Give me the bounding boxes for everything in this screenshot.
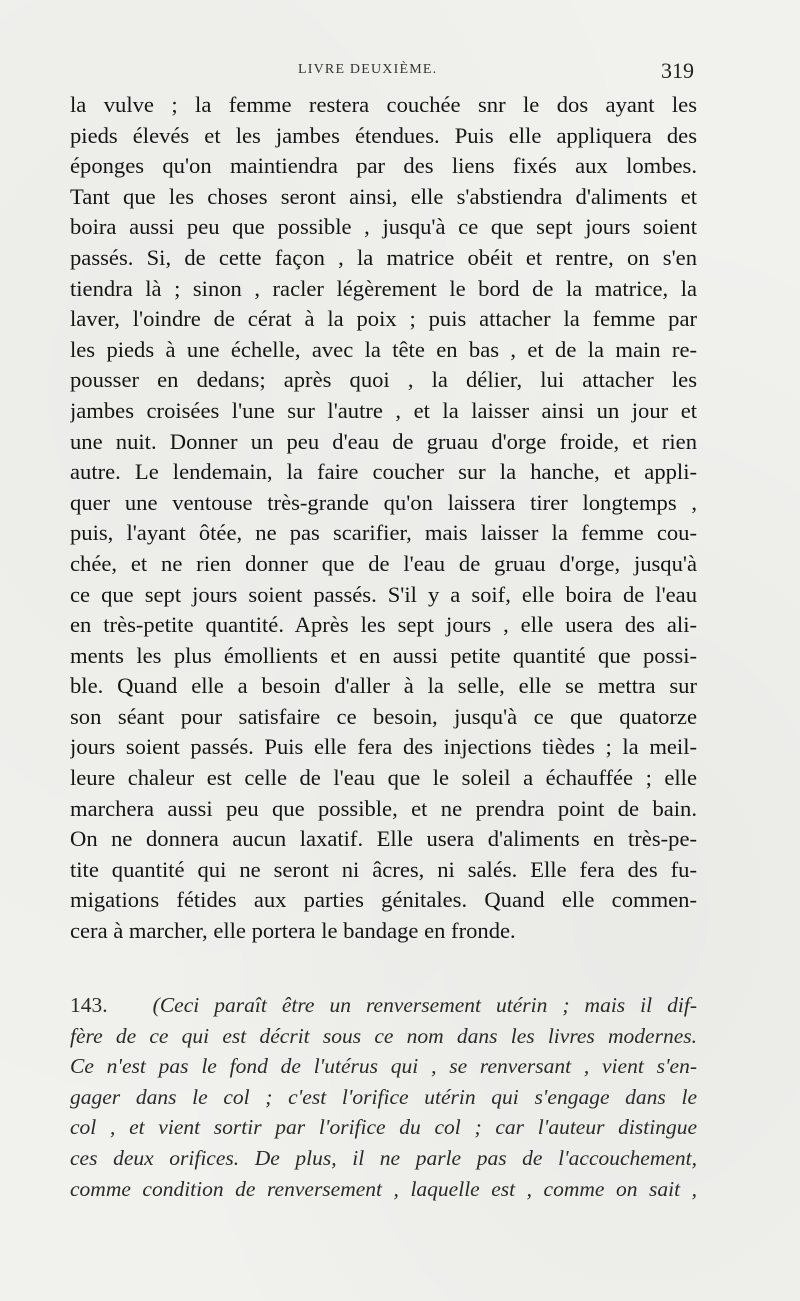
text-line: une nuit. Donner un peu d'eau de gruau d'orge froide, et rien [70,428,697,454]
text-line: Tant que les choses seront ainsi, elle s'abstiendra d'aliments et [70,183,697,209]
text-line: puis, l'ayant ôtée, ne pas scarifier, mais laisser la femme cou- [70,520,697,546]
note-line: gager dans le col ; c'est l'orifice utérin qui s'engage dans le [70,1084,697,1109]
note-line: fère de ce qui est décrit sous ce nom dans les livres modernes. [70,1023,697,1048]
text-line: pousser en dedans; après quoi , la délier, lui attacher les [70,367,697,393]
text-line: laver, l'oindre de cérat à la poix ; puis attacher la femme par [70,306,697,332]
note-line: ces deux orifices. De plus, il ne parle pas de l'accouchement, [70,1145,697,1170]
note-number: 143. [70,993,108,1017]
text-line: pieds élevés et les jambes étendues. Puis elle appliquera des [70,122,697,148]
page-number: 319 [661,58,694,83]
text-line: On ne donnera aucun laxatif. Elle usera d'aliments en très-pe- [70,826,697,852]
note-line: col , et vient sortir par l'orifice du col ; car l'auteur distingue [70,1115,697,1140]
text-line: chée, et ne rien donner que de l'eau de gruau d'orge, jusqu'à [70,550,697,576]
text-line: boira aussi peu que possible , jusqu'à ce que sept jours soient [70,214,697,240]
text-line: tiendra là ; sinon , racler légèrement le bord de la matrice, la [70,275,697,301]
text-line: autre. Le lendemain, la faire coucher sur la hanche, et appli- [70,459,697,485]
text-line: jambes croisées l'une sur l'autre , et la laisser ainsi un jour et [70,397,697,423]
commentary-note [70,990,697,1204]
text-line: leure chaleur est celle de l'eau que le soleil a échauffée ; elle [70,765,697,791]
note-line: Ce n'est pas le fond de l'utérus qui , se renversant , vient s'en- [70,1054,697,1079]
text-line: marchera aussi peu que possible, et ne prendra point de bain. [70,795,697,821]
text-line: jours soient passés. Puis elle fera des injections tièdes ; la meil- [70,734,697,760]
text-line: éponges qu'on maintiendra par des liens fixés aux lombes. [70,153,697,179]
text-line: migations fétides aux parties génitales. Quand elle commen- [70,887,697,913]
text-line: cera à marcher, elle portera le bandage en fronde. [70,918,516,944]
text-line: passés. Si, de cette façon , la matrice obéit et rentre, on s'en [70,244,697,270]
text-line: ments les plus émollients et en aussi petite quantité que possi- [70,642,697,668]
text-line: les pieds à une échelle, avec la tête en bas , et de la main re- [70,336,697,362]
text-line: ce que sept jours soient passés. S'il y a soif, elle boira de l'eau [70,581,697,607]
note-line: comme condition de renversement , laquelle est , comme on sait , [70,1176,697,1201]
running-head: LIVRE DEUXIÈME. [298,62,438,77]
text-line: son séant pour satisfaire ce besoin, jusqu'à ce que quatorze [70,703,697,729]
main-text [70,90,697,947]
note-first-line [70,990,697,1021]
text-line: en très-petite quantité. Après les sept jours , elle usera des ali- [70,612,697,638]
text-line: quer une ventouse très-grande qu'on laissera tirer longtemps , [70,489,697,515]
note-first-line-text: (Ceci paraît être un renversement utérin ; mais il dif- [152,993,697,1017]
text-line: ble. Quand elle a besoin d'aller à la selle, elle se mettra sur [70,673,697,699]
text-line: la vulve ; la femme restera couchée snr le dos ayant les [70,92,697,117]
page-header [70,58,696,88]
text-line: tite quantité qui ne seront ni âcres, ni salés. Elle fera des fu- [70,856,697,882]
